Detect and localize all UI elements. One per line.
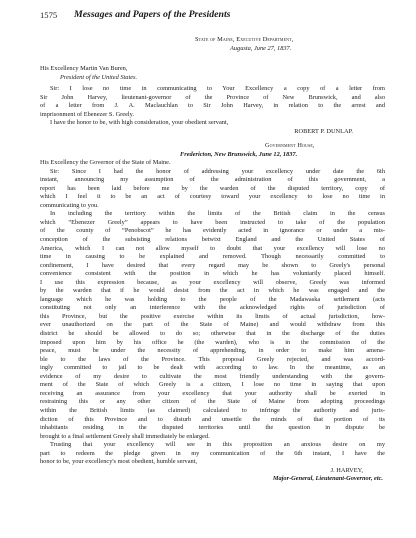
letter-1-addressee: His Excellency Martin Van Buren,	[40, 65, 128, 73]
letter-2-body-line: diction of this Province and to disturb and unsettle the minds of that portion of its	[40, 415, 385, 423]
letter-2-body-line: peace, must be under the necessity of apprehending, in order to make him amena-	[40, 347, 385, 355]
letter-2-dateline: Government House,	[265, 142, 315, 149]
letter-2-body-line: language which he was holding to the people of the Madawaska settlement (acts	[40, 295, 385, 303]
letter-1-signature: ROBERT P. DUNLAP.	[294, 127, 353, 135]
letter-2-body-line: Sir: Since I had the honor of addressing your excellency under date the 6th	[50, 167, 385, 175]
letter-2-signature: J. HARVEY,	[330, 466, 363, 474]
letter-2-body-line: Trusting that your excellency will see in this proposition an anxious desire on my	[50, 441, 385, 449]
letter-2-body-line: imposed upon him by his office he (the warden), who is in the commission of the	[40, 338, 385, 346]
letter-2-body-line: district he should be allowed to do so; otherwise that in the discharge of the duties	[40, 330, 385, 338]
letter-2-body-line: ingly committed to jail to be dealt with according to law. In the meantime, as an	[40, 364, 385, 372]
letter-1-body-line: Sir John Harvey, lieutenant-governor of the Province of New Brunswick, and also	[40, 93, 385, 101]
letter-2-addressee: His Excellency the Governor of the State of Maine.	[40, 159, 171, 167]
letter-2-body-line: In including the territory within the limits of the British claim in the census	[50, 210, 385, 218]
letter-1-body-line: Sir: I lose no time in communicating to Your Excellency a copy of a letter from	[50, 85, 385, 93]
letter-1	[40, 36, 385, 136]
letter-2-body-line: which “Ebenezer Greely” appears to have been instructed to take of the population	[40, 218, 385, 226]
letter-2-body-line: inhabitants residing in the disputed territories until the question in dispute be	[40, 424, 385, 432]
page-number: 1575	[40, 10, 58, 20]
letter-2	[40, 142, 385, 484]
letter-2-body-line: confinement, I have desired that every regard may be shown to Greely's personal	[40, 261, 385, 269]
letter-1-body-line: of a letter from J. A. Maclauchlan to Sir John Harvey, in relation to the arrest and	[40, 102, 385, 110]
letter-2-body-line: honor to be, your excellency's most obedient, humble servant,	[40, 458, 198, 466]
letter-2-body-line: of the county of “Penobscot” he has evidently acted in ignorance or under a mis-	[40, 227, 385, 235]
letter-2-body-line: conception of the subsisting relations betwixt England and the United States of	[40, 236, 385, 244]
letter-2-body-line: constituting not only an interference with the acknowledged rights of jurisdiction of	[40, 304, 385, 312]
letter-2-body-line: instant, announcing my assumption of the administration of this government, a	[40, 176, 385, 184]
running-title: Messages and Papers of the Presidents	[74, 9, 231, 20]
letter-2-body-line: restraining this or any other citizen of the State of Maine from adopting proceedings	[40, 398, 385, 406]
letter-2-body-line: part to redeem the pledge given in my communication of the 6th instant, I have the	[40, 449, 385, 457]
letter-2-body-line: America, which I can not allow myself to doubt that your excellency will lose no	[40, 244, 385, 252]
letter-2-body-line: ever unauthorized on the part of the State of Maine) and would withdraw from this	[40, 321, 385, 329]
letter-2-body-line: by the warden that if he would desist from the act in which he was engaged and the	[40, 287, 385, 295]
letter-2-body-line: report has been laid before me by the warden of the disputed territory, copy of	[40, 184, 385, 192]
letter-2-place-date: Fredericton, New Brunswick, June 12, 1837.	[180, 150, 298, 158]
letter-2-body-line: within the British limits (as claimed) calculated to infringe the authority and juris-	[40, 406, 385, 414]
page-header	[40, 10, 385, 24]
letter-2-body-line: ment of the State of which Greely is a citizen, I lose no time in saying that upon	[40, 381, 385, 389]
letter-2-body-line: time in causing to be explained and removed. Though necessarily committed to	[40, 253, 385, 261]
letter-1-closing: I have the honor to be, with high consideration, your obedient servant,	[50, 119, 229, 127]
letter-2-body-line: communicating to you.	[40, 201, 99, 209]
letter-2-body-line: I use this expression because, as your excellency will observe, Greely was informed	[40, 278, 385, 286]
letter-1-body-line: imprisonment of Ebenezer S. Greely.	[40, 110, 135, 118]
letter-2-body-line: receiving an assurance from your excellency that your authority shall be exerted in	[40, 389, 385, 397]
letter-2-signature-title: Major-General, Lieutenant-Governor, etc.	[272, 475, 383, 483]
letter-1-dateline: State of Maine, Executive Department,	[195, 36, 294, 43]
letter-2-body-line: convenience consistent with the position in which he has voluntarily placed himself.	[40, 270, 385, 278]
letter-2-body-line: which I feel it to be an act of courtesy toward your excellency to lose no time in	[40, 193, 385, 201]
letter-1-addressee-title: President of the United States.	[60, 73, 138, 81]
letter-2-body-line: this Province, but the positive exercise within its limits of actual jurisdiction, how-	[40, 312, 385, 320]
letter-2-body-line: ble to the laws of the Province. This proposal Greely rejected, and was accord-	[40, 355, 385, 363]
letter-2-body-line: brought to a final settlement Greely shall immediately be enlarged.	[40, 432, 210, 440]
letter-2-body-line: evidence of my desire to cultivate the most friendly understanding with the govern-	[40, 372, 385, 380]
letter-1-place-date: Augusta, June 27, 1837.	[230, 44, 292, 52]
